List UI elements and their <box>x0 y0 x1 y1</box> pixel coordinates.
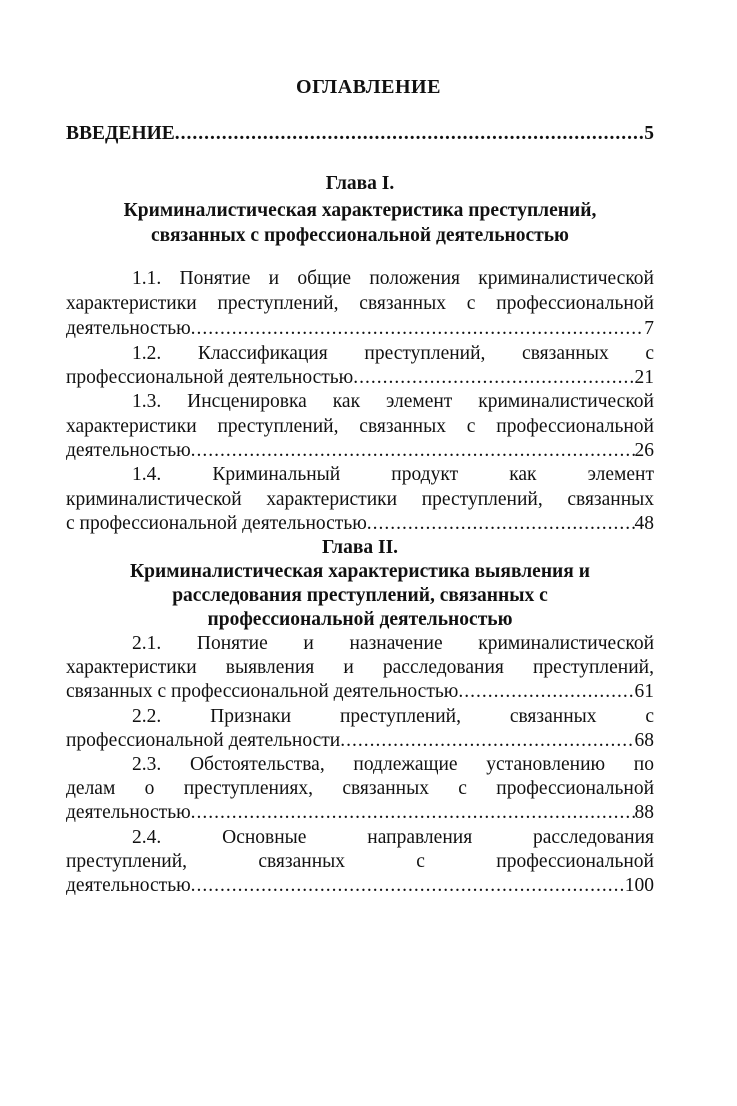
toc-entry-1-4-line1: 1.4. Криминальный продукт как элемент <box>132 464 654 485</box>
chapter1-heading: Глава I. <box>325 173 395 194</box>
toc-entry-2-1-line2: характеристики выявления и расследования преступлений, <box>66 657 654 678</box>
leader-dots <box>191 439 635 463</box>
toc-entry-1-2 <box>66 366 654 390</box>
toc-entry-2-3-page: 88 <box>634 802 654 823</box>
toc-entry-2-4 <box>66 874 654 898</box>
toc-entry-1-3-line1: 1.3. Инсценировка как элемент криминалистической <box>132 391 654 412</box>
toc-entry-1-4-line3: с профессиональной деятельностью <box>66 513 367 534</box>
toc-entry-2-3 <box>66 801 654 825</box>
toc-entry-2-4-line1: 2.4. Основные направления расследования <box>132 827 654 848</box>
chapter1-title-line1: Криминалистическая характеристика преступлений, <box>123 200 597 221</box>
leader-dots <box>191 317 645 341</box>
chapter2-title-line3: профессиональной деятельностью <box>207 609 513 630</box>
toc-entry-1-4 <box>66 512 654 536</box>
toc-entry-2-1 <box>66 680 654 704</box>
toc-entry-1-1-page: 7 <box>644 318 654 339</box>
chapter2-title-line2: расследования преступлений, связанных с <box>172 585 548 606</box>
toc-entry-1-1-line2: характеристики преступлений, связанных с профессиональной <box>66 293 654 314</box>
toc-entry-1-3-line3: деятельностью <box>66 440 191 461</box>
leader-dots <box>367 512 635 536</box>
toc-entry-2-3-line3: деятельностью <box>66 802 191 823</box>
toc-entry-1-2-line1: 1.2. Классификация преступлений, связанных с <box>132 343 654 364</box>
chapter2-title-line1: Криминалистическая характеристика выявления и <box>130 561 590 582</box>
toc-entry-1-1-line3: деятельностью <box>66 318 191 339</box>
toc-entry-1-4-line2: криминалистической характеристики преступлений, связанных <box>66 489 654 510</box>
toc-entry-1-2-page: 21 <box>634 367 654 388</box>
chapter1-title-line2: связанных с профессиональной деятельностью <box>151 225 569 246</box>
toc-entry-2-4-line3: деятельностью <box>66 875 191 896</box>
toc-entry-1-1-line1: 1.1. Понятие и общие положения криминалистической <box>132 268 654 289</box>
toc-entry-2-1-line1: 2.1. Понятие и назначение криминалистической <box>132 633 654 654</box>
leader-dots <box>191 874 625 898</box>
toc-title: ОГЛАВЛЕНИЕ <box>296 76 441 98</box>
leader-dots <box>353 366 634 390</box>
toc-entry-1-4-page: 48 <box>634 513 654 534</box>
toc-entry-2-2 <box>66 729 654 753</box>
leader-dots <box>191 801 635 825</box>
toc-entry-1-2-line2: профессиональной деятельностью <box>66 367 354 388</box>
intro-label: ВВЕДЕНИЕ <box>66 123 175 144</box>
toc-entry-1-3 <box>66 439 654 463</box>
toc-entry-2-4-line2: преступлений, связанных с профессиональной <box>66 851 654 872</box>
toc-entry-1-3-line2: характеристики преступлений, связанных с профессиональной <box>66 416 654 437</box>
intro-page: 5 <box>644 123 654 144</box>
toc-entry-2-3-line1: 2.3. Обстоятельства, подлежащие установлению по <box>132 754 654 775</box>
toc-entry-2-2-line1: 2.2. Признаки преступлений, связанных с <box>132 706 654 727</box>
toc-entry-1-3-page: 26 <box>634 440 654 461</box>
toc-entry-2-3-line2: делам о преступлениях, связанных с профессиональной <box>66 778 654 799</box>
toc-entry-2-4-page: 100 <box>624 875 654 896</box>
leader-dots <box>340 729 634 753</box>
toc-entry-1-1 <box>66 317 654 341</box>
toc-entry-2-1-page: 61 <box>634 681 654 702</box>
toc-entry-intro <box>66 122 654 146</box>
chapter2-heading: Глава II. <box>321 537 399 558</box>
leader-dots <box>458 680 634 704</box>
toc-entry-2-2-line2: профессиональной деятельности <box>66 730 341 751</box>
leader-dots <box>175 122 644 146</box>
toc-entry-2-1-line3: связанных с профессиональной деятельностью <box>66 681 459 702</box>
toc-entry-2-2-page: 68 <box>634 730 654 751</box>
